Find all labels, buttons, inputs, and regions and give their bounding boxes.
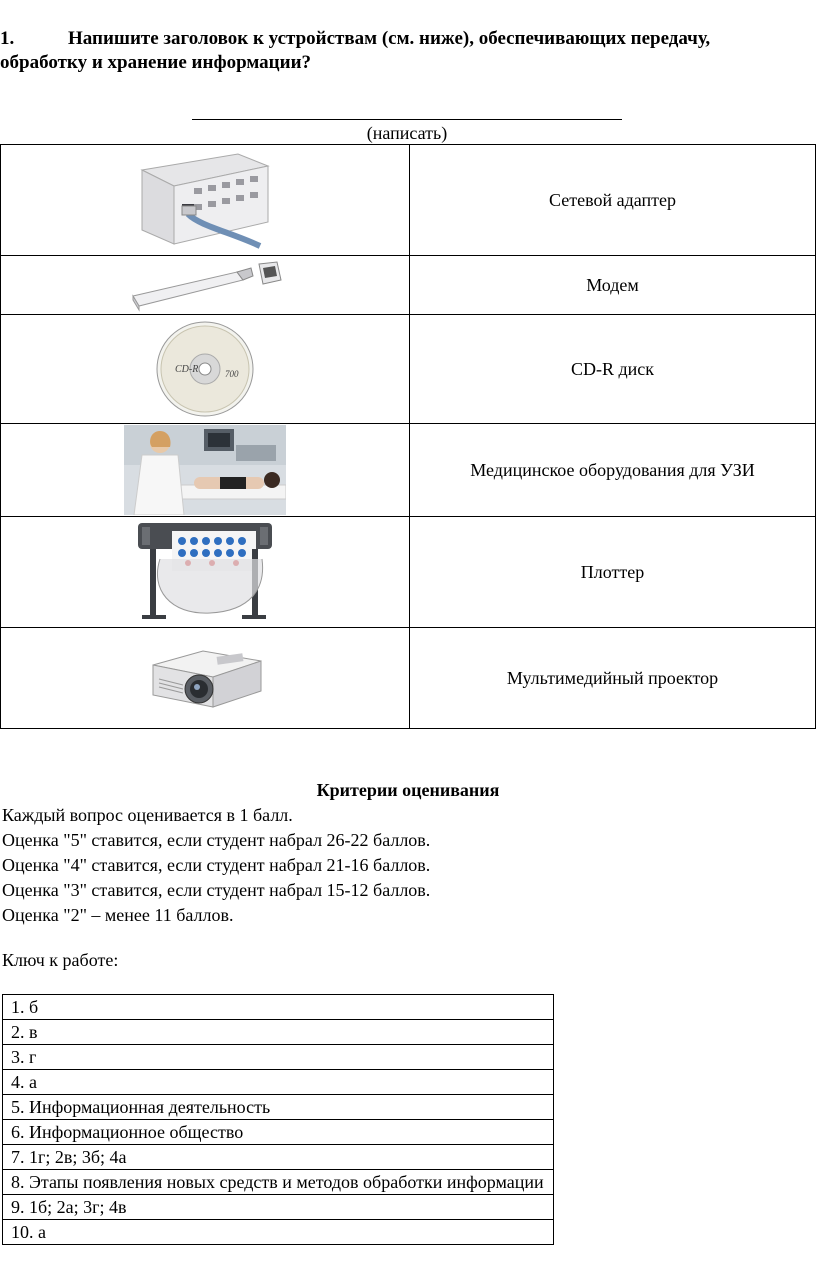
table-cell: 9. 1б; 2а; 3г; 4в (3, 1195, 554, 1220)
device-label-cell (410, 315, 816, 424)
table-cell: 6. Информационное общество (3, 1120, 554, 1145)
device-image-cell (1, 315, 410, 424)
table-cell: 4. а (3, 1070, 554, 1095)
device-label-cell (410, 517, 816, 628)
question-1 (0, 27, 800, 75)
criteria-line: Оценка "3" ставится, если студент набрал 15-12 баллов. (2, 880, 431, 900)
device-label: CD-R диск (570, 358, 655, 379)
device-row (1, 628, 816, 729)
table-row (3, 1195, 554, 1220)
question-text-line2: обработку и хранение информации? (0, 52, 312, 73)
cd-disc-icon (153, 319, 257, 419)
answer-line[interactable] (192, 119, 622, 120)
cd-capacity-text: 700 (225, 369, 239, 379)
table-row (3, 1170, 554, 1195)
table-row (3, 1045, 554, 1070)
device-row (1, 424, 816, 517)
device-label: Плоттер (580, 561, 645, 582)
table-cell: 2. в (3, 1020, 554, 1045)
device-label-cell (410, 424, 816, 517)
device-row (1, 315, 816, 424)
device-image-cell (1, 256, 410, 315)
device-image-cell (1, 628, 410, 729)
device-row (1, 256, 816, 315)
table-row (3, 1145, 554, 1170)
devices-table (0, 144, 816, 729)
table-cell: 5. Информационная деятельность (3, 1095, 554, 1120)
usb-modem-icon (125, 258, 285, 312)
device-row (1, 517, 816, 628)
plotter-icon (130, 519, 280, 625)
device-label: Медицинское оборудования для УЗИ (470, 459, 755, 480)
device-label-cell (410, 628, 816, 729)
table-cell: 7. 1г; 2в; 3б; 4а (3, 1145, 554, 1170)
criteria-line: Оценка "4" ставится, если студент набрал 21-16 баллов. (2, 855, 431, 875)
criteria-title: Критерии оценивания (316, 780, 500, 800)
network-switch-icon (138, 150, 272, 250)
device-row (1, 145, 816, 256)
table-cell: 10. а (3, 1220, 554, 1245)
question-text-line1: Напишите заголовок к устройствам (см. ниже), обеспечивающих передачу, (68, 28, 711, 49)
table-row (3, 1020, 554, 1045)
criteria-line: Оценка "2" – менее 11 баллов. (2, 905, 234, 925)
device-image-cell (1, 424, 410, 517)
device-label-cell (410, 256, 816, 315)
criteria-list (2, 803, 430, 928)
table-row (3, 1095, 554, 1120)
table-cell: 1. б (3, 995, 554, 1020)
table-cell: 3. г (3, 1045, 554, 1070)
projector-icon (143, 643, 267, 713)
criteria-line: Каждый вопрос оценивается в 1 балл. (2, 805, 293, 825)
device-label: Модем (586, 274, 639, 295)
criteria-line: Оценка "5" ставится, если студент набрал 26-22 баллов. (2, 830, 431, 850)
answer-hint: (написать) (366, 123, 448, 143)
table-cell: 8. Этапы появления новых средств и методов обработки информации (3, 1170, 554, 1195)
device-label-cell (410, 145, 816, 256)
question-number: 1. (0, 28, 15, 49)
answer-key-table (2, 994, 554, 1245)
key-title: Ключ к работе: (2, 950, 119, 970)
table-row (3, 1220, 554, 1245)
device-image-cell (1, 145, 410, 256)
device-label: Мультимедийный проектор (506, 667, 719, 688)
device-image-cell (1, 517, 410, 628)
device-label: Сетевой адаптер (549, 189, 676, 210)
ultrasound-photo-icon (124, 425, 286, 515)
table-row (3, 1120, 554, 1145)
table-row (3, 995, 554, 1020)
table-row (3, 1070, 554, 1095)
cd-brand-text: CD-R (175, 364, 199, 375)
